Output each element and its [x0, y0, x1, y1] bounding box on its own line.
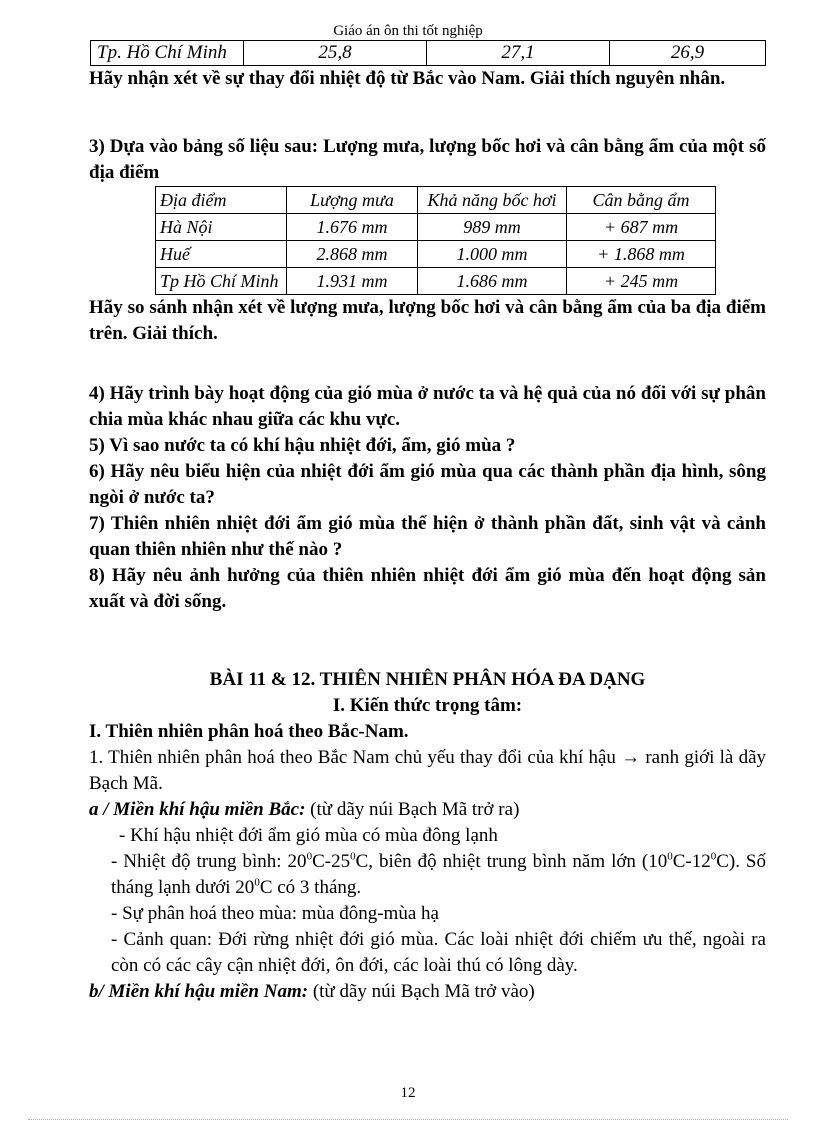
section-heading: I. Thiên nhiên phân hoá theo Bắc-Nam. — [89, 721, 409, 742]
temperature-table — [90, 40, 766, 66]
table-header-cell: Khả năng bốc hơi — [418, 187, 567, 214]
question-2-text: Hãy nhận xét về sự thay đổi nhiệt độ từ Bắc vào Nam. Giải thích nguyên nhân. — [89, 68, 726, 89]
footer-divider — [28, 1119, 788, 1120]
table-cell: 1.000 mm — [418, 241, 567, 268]
lesson-subtitle: I. Kiến thức trọng tâm: — [332, 695, 523, 716]
table-row — [156, 214, 716, 241]
paragraph: 1. Thiên nhiên phân hoá theo Bắc Nam chủ yếu thay đổi của khí hậu → ranh giới là dãy Bạch Mã. — [89, 747, 767, 794]
paragraph: - Nhiệt độ trung bình: $20^0C-25^0C$, biên độ nhiệt trung bình năm lớn $(10^0C-12^0C)$. Số tháng lạnh dưới $20^0C$ có 3 tháng. — [111, 850, 766, 898]
table-header-cell: Cân bằng ẩm — [567, 187, 716, 214]
question-item: 8) Hãy nêu ảnh hưởng của thiên nhiên nhiệt đới ẩm gió mùa đến hoạt động sản xuất và đời sống. — [89, 565, 766, 612]
table-cell: Tp. Hồ Chí Minh — [91, 41, 244, 66]
table-cell: Hà Nội — [156, 214, 287, 241]
arrow-icon: → — [621, 747, 641, 768]
table-cell: 1.686 mm — [418, 268, 567, 295]
paragraph: - Khí hậu nhiệt đới ẩm gió mùa có mùa đông lạnh — [119, 825, 498, 846]
table-cell: + 245 mm — [567, 268, 716, 295]
page-header: Giáo án ôn thi tốt nghiệp — [333, 23, 483, 39]
table-cell: 1.931 mm — [287, 268, 418, 295]
table-row — [156, 268, 716, 295]
table-header-cell: Lượng mưa — [287, 187, 418, 214]
question-item: 7) Thiên nhiên nhiệt đới ẩm gió mùa thể hiện ở thành phần đất, sinh vật và cảnh quan thiên nhiên như thế nào ? — [89, 513, 766, 560]
question-item: 4) Hãy trình bày hoạt động của gió mùa ở nước ta và hệ quả của nó đối với sự phân chia mùa khác nhau giữa các khu vực. — [89, 383, 766, 430]
rainfall-table — [155, 186, 716, 295]
table-cell: 2.868 mm — [287, 241, 418, 268]
table-cell: + 1.868 mm — [567, 241, 716, 268]
document-body — [89, 40, 766, 1005]
table-cell: Huế — [156, 241, 287, 268]
page-number: 12 — [400, 1085, 416, 1101]
question-item: 5) Vì sao nước ta có khí hậu nhiệt đới, ẩm, gió mùa ? — [89, 435, 516, 456]
subsection-heading: b/ Miền khí hậu miền Nam: (từ dãy núi Bạch Mã trở vào) — [89, 981, 535, 1002]
question-3-intro: 3) Dựa vào bảng số liệu sau: Lượng mưa, lượng bốc hơi và cân bằng ẩm của một số địa điểm — [89, 136, 766, 183]
table-row — [156, 241, 716, 268]
table-cell: 26,9 — [610, 41, 766, 66]
paragraph: - Cảnh quan: Đới rừng nhiệt đới gió mùa. Các loài nhiệt đới chiếm ưu thế, ngoài ra còn có các cây cận nhiệt đới, ôn đới, các loài thú có lông dày. — [111, 929, 766, 976]
table-cell: Tp Hồ Chí Minh — [156, 268, 287, 295]
paragraph: - Sự phân hoá theo mùa: mùa đông-mùa hạ — [111, 903, 439, 924]
table-header-cell: Địa điểm — [156, 187, 287, 214]
table-cell: + 687 mm — [567, 214, 716, 241]
table-cell: 27,1 — [427, 41, 610, 66]
table-header-row — [156, 187, 716, 214]
subsection-heading: a / Miền khí hậu miền Bắc: (từ dãy núi Bạch Mã trở ra) — [89, 799, 520, 820]
question-item: 6) Hãy nêu biểu hiện của nhiệt đới ẩm gió mùa qua các thành phần địa hình, sông ngòi ở nước ta? — [89, 461, 766, 508]
lesson-title: BÀI 11 & 12. THIÊN NHIÊN PHÂN HÓA ĐA DẠNG — [209, 669, 646, 690]
table-cell: 1.676 mm — [287, 214, 418, 241]
table-cell: 989 mm — [418, 214, 567, 241]
table-row — [91, 41, 766, 66]
question-3-text: Hãy so sánh nhận xét về lượng mưa, lượng bốc hơi và cân bằng ẩm của ba địa điểm trên. Giải thích. — [89, 297, 766, 344]
table-cell: 25,8 — [244, 41, 427, 66]
